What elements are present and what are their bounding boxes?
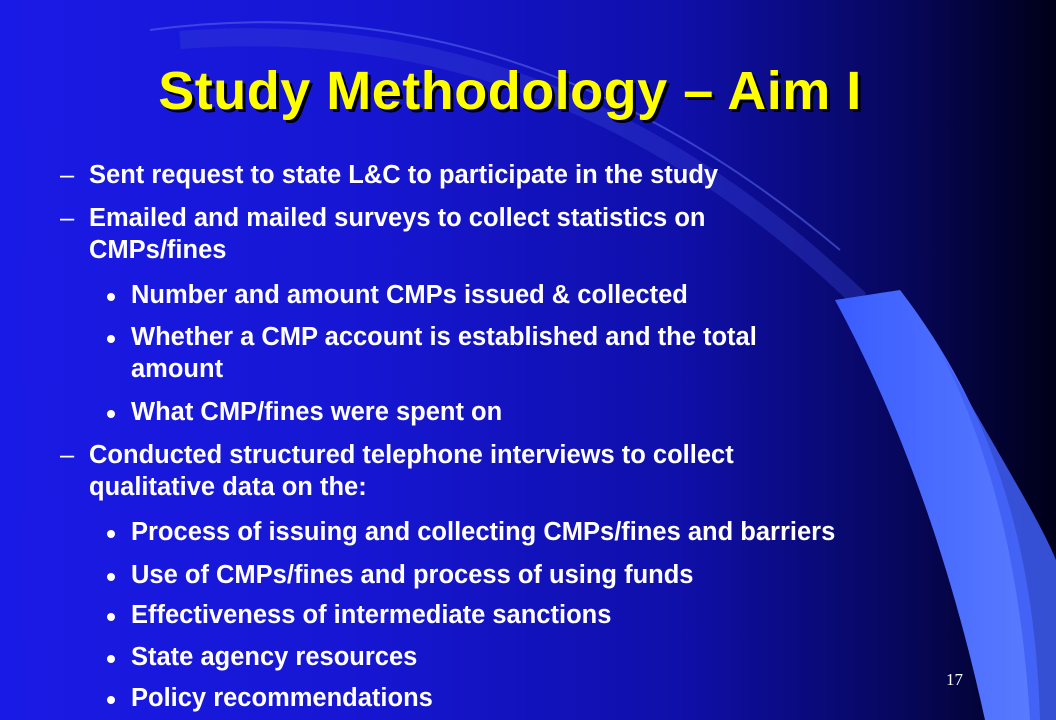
dash-marker: – (60, 204, 75, 232)
dash-marker: – (60, 161, 75, 189)
bullet-dot-icon (107, 573, 115, 581)
bullet-level2-text: What CMP/fines were spent on (131, 398, 503, 426)
bullet-dot-icon (107, 613, 115, 621)
dash-marker: – (60, 441, 75, 469)
bullet-dot-icon (107, 655, 115, 663)
bullet-level2-text: Use of CMPs/fines and process of using funds (131, 561, 694, 589)
bullet-level2-text: Number and amount CMPs issued & collected (131, 281, 688, 309)
bullet-level1-text: CMPs/fines (89, 236, 227, 264)
bullet-level2-text: Process of issuing and collecting CMPs/fines and barriers (131, 518, 836, 546)
bullet-level2-text: Whether a CMP account is established and the total (131, 323, 757, 351)
bullet-level1-text: qualitative data on the: (89, 473, 367, 501)
bullet-level2-text: State agency resources (131, 643, 418, 671)
bullet-dot-icon (107, 335, 115, 343)
bullet-dot-icon (107, 293, 115, 301)
bullet-level1-text: Emailed and mailed surveys to collect statistics on (89, 204, 706, 232)
bullet-level2-text: Effectiveness of intermediate sanctions (131, 601, 612, 629)
bullet-dot-icon (107, 410, 115, 418)
bullet-dot-icon (107, 696, 115, 704)
bullet-level2-text: amount (131, 355, 224, 383)
page-number: 17 (946, 670, 963, 689)
bullet-level1-text: Conducted structured telephone interviews to collect (89, 441, 734, 469)
bullet-dot-icon (107, 530, 115, 538)
slide-title: Study Methodology – Aim I (158, 61, 862, 121)
bullet-level2-text: Policy recommendations (131, 684, 433, 712)
bullet-level1-text: Sent request to state L&C to participate in the study (89, 161, 719, 189)
